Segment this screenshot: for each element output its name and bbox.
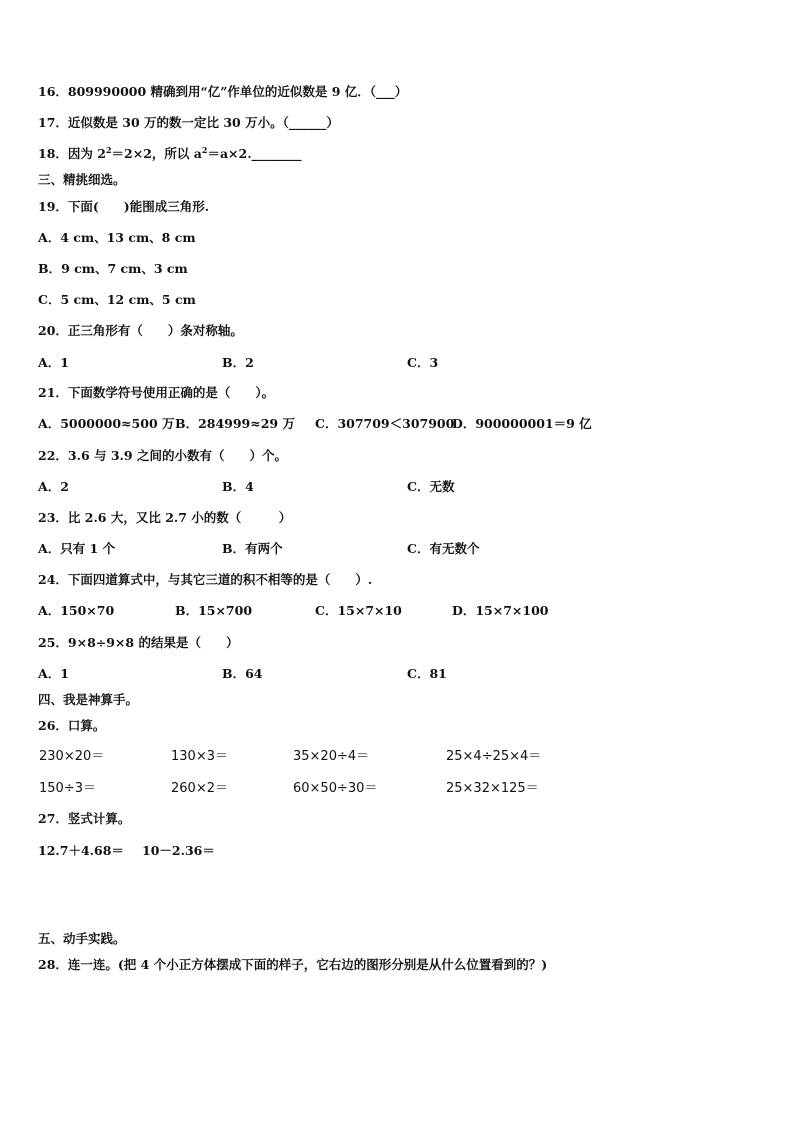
question-16: 16．809990000 精确到用“亿”作单位的近似数是 9 亿．（___） — [38, 84, 408, 99]
question-23-option-b: B．有两个 — [222, 541, 283, 556]
question-21-option-a: A．5000000≈500 万 — [38, 416, 175, 431]
question-23-option-a: A．只有 1 个 — [38, 541, 116, 556]
question-21-option-c: C．307709＜307900 — [315, 416, 455, 431]
question-19-option-b: B．9 cm、7 cm、3 cm — [38, 261, 188, 276]
question-18-part-c: ＝a×2.________ — [207, 146, 302, 161]
question-18-part-b: ＝2×2，所以 a — [111, 146, 202, 161]
question-27-stem: 27．竖式计算。 — [38, 811, 131, 826]
question-25-stem: 25．9×8÷9×8 的结果是（ ） — [38, 635, 239, 650]
vertical-calc-item: 10－2.36＝ — [142, 843, 215, 858]
mental-calc-item: 230×20＝ — [39, 749, 105, 764]
question-18-exponent-2: 2 — [201, 144, 208, 155]
question-21-option-d: D．900000001＝9 亿 — [452, 416, 592, 431]
question-25-option-a: A．1 — [38, 666, 69, 681]
question-22-option-b: B．4 — [222, 479, 254, 494]
question-18-exponent-1: 2 — [105, 144, 112, 155]
question-24-option-d: D．15×7×100 — [452, 603, 549, 618]
question-19-stem: 19．下面( )能围成三角形. — [38, 199, 210, 214]
question-22-option-c: C．无数 — [407, 479, 455, 494]
question-24-option-c: C．15×7×10 — [315, 603, 402, 618]
question-24-option-b: B．15×700 — [175, 603, 253, 618]
question-20-stem: 20．正三角形有（ ）条对称轴。 — [38, 323, 243, 338]
question-18 — [38, 146, 302, 162]
mental-calc-item: 150÷3＝ — [39, 781, 96, 796]
question-28: 28．连一连。(把 4 个小正方体摆成下面的样子，它右边的图形分别是从什么位置看到的？) — [38, 957, 548, 972]
question-19-option-a: A．4 cm、13 cm、8 cm — [38, 230, 196, 245]
question-23-stem: 23．比 2.6 大，又比 2.7 小的数（ ） — [38, 510, 292, 525]
question-17: 17．近似数是 30 万的数一定比 30 万小。（______） — [38, 115, 339, 130]
question-22-stem: 22．3.6 与 3.9 之间的小数有（ ）个。 — [38, 448, 287, 463]
section-5-heading: 五、动手实践。 — [38, 931, 126, 946]
question-21-stem: 21．下面数学符号使用正确的是（ ）。 — [38, 385, 275, 400]
question-23-option-c: C．有无数个 — [407, 541, 480, 556]
mental-calc-item: 260×2＝ — [171, 781, 228, 796]
mental-calc-item: 35×20÷4＝ — [293, 749, 370, 764]
question-25-option-b: B．64 — [222, 666, 263, 681]
vertical-calc-item: 12.7＋4.68＝ — [38, 843, 124, 858]
question-18-part-a: 18．因为 2 — [38, 146, 106, 161]
question-20-option-a: A．1 — [38, 355, 69, 370]
mental-calc-item: 25×4÷25×4＝ — [446, 749, 542, 764]
mental-calc-item: 25×32×125＝ — [446, 781, 539, 796]
question-19-option-c: C．5 cm、12 cm、5 cm — [38, 292, 196, 307]
mental-calc-item: 130×3＝ — [171, 749, 228, 764]
question-26-stem: 26．口算。 — [38, 718, 106, 733]
question-24-stem: 24．下面四道算式中，与其它三道的积不相等的是（ ）. — [38, 572, 373, 587]
question-20-option-b: B．2 — [222, 355, 254, 370]
question-25-option-c: C．81 — [407, 666, 447, 681]
question-21-option-b: B．284999≈29 万 — [175, 416, 295, 431]
mental-calc-item: 60×50÷30＝ — [293, 781, 378, 796]
section-4-heading: 四、我是神算手。 — [38, 692, 139, 707]
section-3-heading: 三、精挑细选。 — [38, 172, 126, 187]
question-20-option-c: C．3 — [407, 355, 439, 370]
question-22-option-a: A．2 — [38, 479, 69, 494]
question-24-option-a: A．150×70 — [38, 603, 115, 618]
